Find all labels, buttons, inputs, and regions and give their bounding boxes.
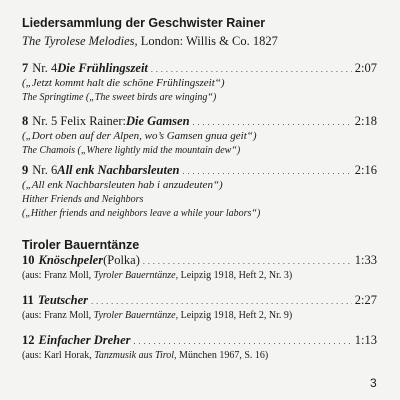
track-duration: 2:27 xyxy=(354,293,377,307)
track-title: Teutscher xyxy=(37,293,89,307)
track-title: Einfacher Dreher xyxy=(38,333,131,347)
leader-dots xyxy=(91,293,352,308)
source-title: Tanzmusik aus Tirol, xyxy=(94,350,177,361)
track-number: 11 xyxy=(22,293,34,307)
source-pre: (aus: Karl Horak, xyxy=(22,350,95,361)
track-title: Die Gamsen xyxy=(126,114,190,128)
track-number: 8 xyxy=(22,114,29,128)
track-title: Die Frühlingszeit xyxy=(57,61,148,75)
source-post: Leipzig 1918, Heft 2, Nr. 3) xyxy=(178,270,293,281)
track-number: 9 xyxy=(22,163,29,177)
source-title: The Tyrolese Melodies, xyxy=(22,34,138,48)
track-7-incipit: („Jetzt kommt halt die schöne Frühlingszeit“) xyxy=(22,77,225,89)
track-9-incipit: („All enk Nachbarsleuten hab i anzudeuten“) xyxy=(22,179,223,191)
track-10-source xyxy=(22,270,292,281)
track-number: 12 xyxy=(22,333,35,347)
track-number: 7 xyxy=(22,61,29,75)
track-9-english-title: Hither Friends and Neighbors xyxy=(22,194,144,205)
track-9-english-incipit: („Hither friends and neighbors leave a while your labors“) xyxy=(22,208,261,219)
track-7-english: The Springtime („The sweet birds are winging“) xyxy=(22,92,217,103)
page-number: 3 xyxy=(370,376,377,390)
track-duration: 2:07 xyxy=(354,61,377,75)
track-suffix: (Polka) xyxy=(103,253,140,267)
section-heading-dances: Tiroler Bauerntänze xyxy=(22,238,140,252)
track-8-line xyxy=(22,114,377,129)
track-prefix: Nr. 5 Felix Rainer: xyxy=(32,114,126,128)
track-11-line xyxy=(22,293,377,308)
section-heading-rainer: Liedersammlung der Geschwister Rainer xyxy=(22,16,266,30)
track-9-line xyxy=(22,163,377,178)
track-7-line xyxy=(22,61,377,76)
leader-dots xyxy=(183,163,352,178)
track-title: All enk Nachbarsleuten xyxy=(57,163,180,177)
leader-dots xyxy=(143,253,352,268)
source-pre: (aus: Franz Moll, xyxy=(22,270,94,281)
source-title: Tyroler Bauerntänze, xyxy=(93,310,179,321)
track-prefix: Nr. 6 xyxy=(32,163,58,177)
source-line xyxy=(22,34,278,49)
source-rest: London: Willis & Co. 1827 xyxy=(137,34,278,48)
track-duration: 2:16 xyxy=(354,163,377,177)
track-8-incipit: („Dort oben auf der Alpen, wo’s Gamsen gnua geit“) xyxy=(22,130,257,142)
source-post: Leipzig 1918, Heft 2, Nr. 9) xyxy=(178,310,293,321)
track-duration: 1:13 xyxy=(354,333,377,347)
source-post: München 1967, S. 16) xyxy=(176,350,269,361)
track-8-english: The Chamois („Where lightly mid the mountain dew“) xyxy=(22,145,241,156)
source-pre: (aus: Franz Moll, xyxy=(22,310,94,321)
track-duration: 2:18 xyxy=(354,114,377,128)
track-duration: 1:33 xyxy=(354,253,377,267)
source-title: Tyroler Bauerntänze, xyxy=(93,270,179,281)
leader-dots xyxy=(134,333,352,348)
track-11-source xyxy=(22,310,292,321)
track-title: Knöschpeler xyxy=(38,253,104,267)
leader-dots xyxy=(151,61,352,76)
track-prefix: Nr. 4 xyxy=(32,61,58,75)
leader-dots xyxy=(193,114,352,129)
track-number: 10 xyxy=(22,253,35,267)
track-12-source xyxy=(22,350,268,361)
track-12-line xyxy=(22,333,377,348)
track-10-line xyxy=(22,253,377,268)
